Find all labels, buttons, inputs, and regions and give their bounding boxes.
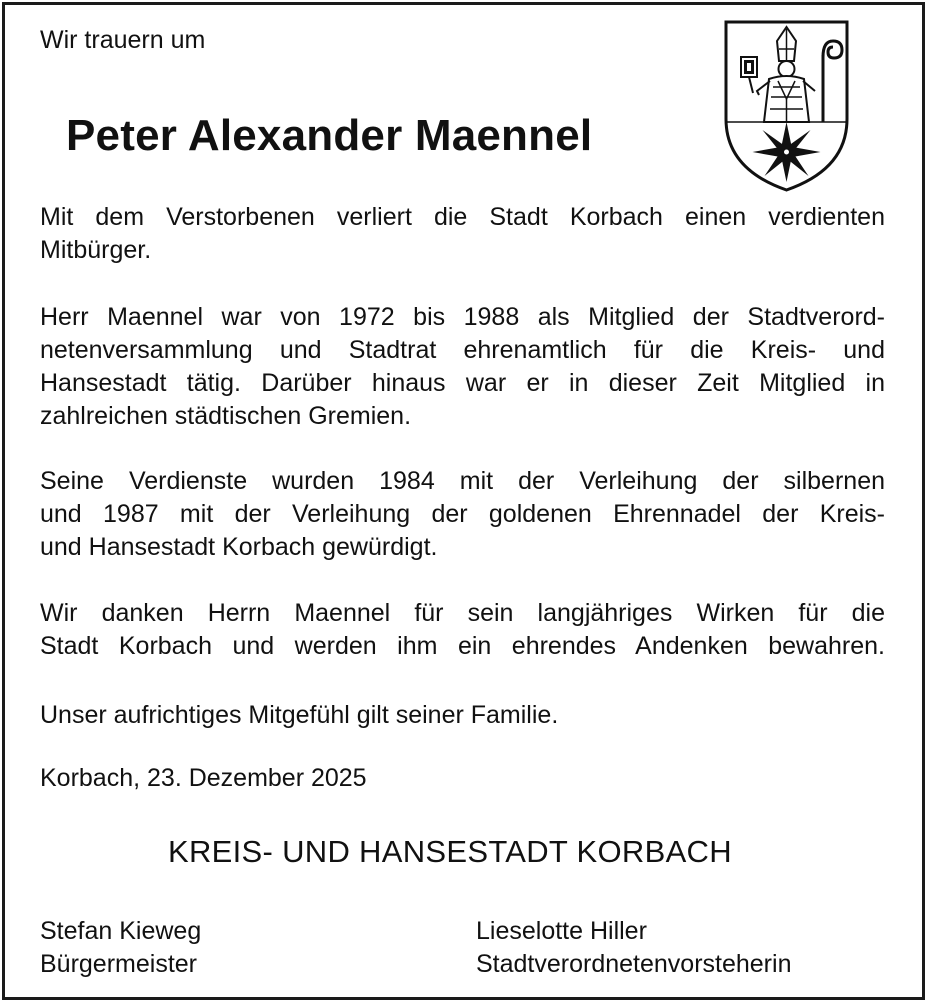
signatory-name: Lieselotte Hiller <box>476 917 647 945</box>
text-line: Wir danken Herrn Maennel für sein langjähriges Wirken für die <box>40 599 885 627</box>
text-line: Mitbürger. <box>40 236 152 264</box>
intro-text: Wir trauern um <box>40 26 206 54</box>
text-line: und Hansestadt Korbach gewürdigt. <box>40 533 438 561</box>
paragraph-condolence <box>40 699 885 732</box>
text-line: Stadt Korbach und werden ihm ein ehrendes Andenken bewahren. <box>40 632 885 660</box>
signatory-name: Stefan Kieweg <box>40 917 202 945</box>
city-name: KREIS- UND HANSESTADT KORBACH <box>168 834 732 869</box>
text-line: Unser aufrichtiges Mitgefühl gilt seiner Familie. <box>40 701 559 729</box>
coat-of-arms-icon <box>723 19 850 193</box>
text-line: zahlreichen städtischen Gremien. <box>40 402 412 430</box>
dateline: Korbach, 23. Dezember 2025 <box>40 764 367 792</box>
text-line: Herr Maennel war von 1972 bis 1988 als Mitglied der Stadtverord- <box>40 303 885 331</box>
deceased-name: Peter Alexander Maennel <box>66 111 593 160</box>
paragraph-career <box>40 301 885 433</box>
signatory-title: Stadtverordnetenvorsteherin <box>476 950 792 978</box>
text-line: Seine Verdienste wurden 1984 mit der Verleihung der silbernen <box>40 467 885 495</box>
signatory-mayor <box>40 915 201 981</box>
paragraph-thanks <box>40 597 885 663</box>
text-line: Mit dem Verstorbenen verliert die Stadt Korbach einen verdienten <box>40 203 885 231</box>
text-line: und 1987 mit der Verleihung der goldenen Ehrennadel der Kreis- <box>40 500 885 528</box>
text-line: netenversammlung und Stadtrat ehrenamtlich für die Kreis- und <box>40 336 885 364</box>
paragraph-honours <box>40 465 885 564</box>
text-line: Hansestadt tätig. Darüber hinaus war er in dieser Zeit Mitglied in <box>40 369 885 397</box>
paragraph-loss <box>40 201 885 267</box>
signatory-council-chair <box>476 915 791 981</box>
signatory-title: Bürgermeister <box>40 950 197 978</box>
